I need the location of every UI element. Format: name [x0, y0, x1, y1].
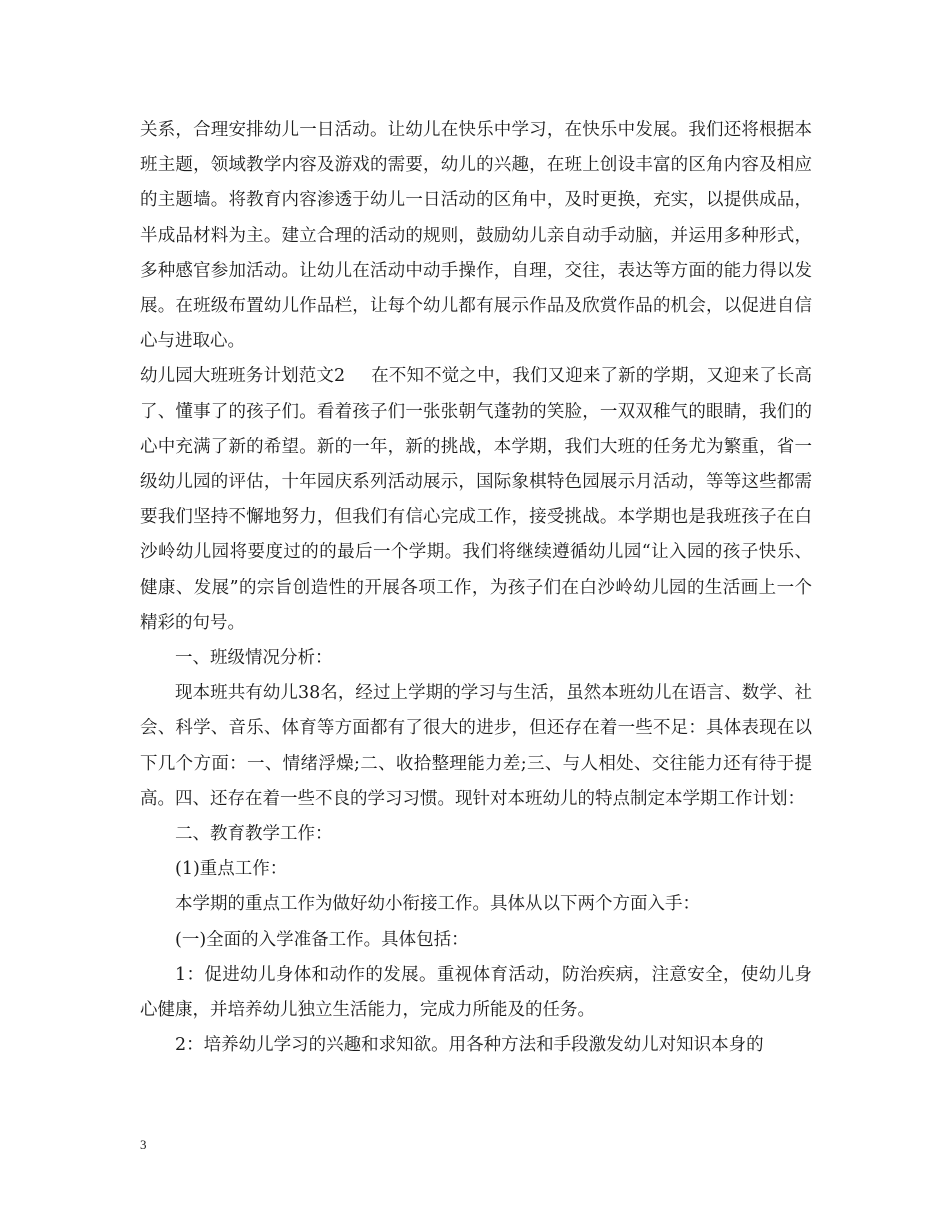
section-title: 幼儿园大班班务计划范文2: [140, 366, 346, 387]
heading-education-work: 二、教育教学工作：: [175, 824, 333, 845]
list-item-1: 1：促进幼儿身体和动作的发展。重视体育活动，防治疾病，注意安全，使幼儿身心健康，并培养幼儿独立生活能力，完成力所能及的任务。: [140, 964, 812, 1021]
heading-class-analysis: 一、班级情况分析：: [175, 648, 333, 669]
sub-heading-preparation: (一)全面的入学准备工作。具体包括：: [175, 929, 469, 950]
focus-paragraph: 本学期的重点工作为做好幼小衔接工作。具体从以下两个方面入手：: [175, 894, 700, 915]
intro-text: 在不知不觉之中，我们又迎来了新的学期，又迎来了长高了、懂事了的孩子们。看着孩子们一张张朝气蓬勃的笑脸，一双双稚气的眼睛，我们的心中充满了新的希望。新的一年，新的挑战，本学期，我们大班的任务尤为繁重，省一级幼儿园的评估，十年园庆系列活动展示，国际象棋特色园展示月活动，等等这些都需要我们坚持不懈地努力，但我们有信心完成工作，接受挑战。本学期也是我班孩子在白沙岭幼儿园将要度过的的最后一个学期。我们将继续遵循幼儿园“让入园的孩子快乐、健康、发展”的宗旨创造性的开展各项工作，为孩子们在白沙岭幼儿园的生活画上一个精彩的句号。: [140, 366, 812, 633]
heading-key-work: (1)重点工作：: [175, 859, 288, 880]
list-item-2: 2：培养幼儿学习的兴趣和求知欲。用各种方法和手段激发幼儿对知识本身的: [175, 1035, 764, 1056]
document-body: [140, 113, 812, 1063]
section-title-paragraph: [140, 359, 812, 641]
analysis-paragraph: 现本班共有幼儿38名，经过上学期的学习与生活，虽然本班幼儿在语言、数学、社会、科学、音乐、体育等方面都有了很大的进步，但还存在着一些不足：具体表现在以下几个方面：一、情绪浮燥;二、收拾整理能力差;三、与人相处、交往能力还有待于提高。四、还存在着一些不良的学习习惯。现针对本班幼儿的特点制定本学期工作计划：: [140, 683, 812, 809]
page-number: 3: [140, 1137, 147, 1152]
continuation-paragraph: 关系，合理安排幼儿一日活动。让幼儿在快乐中学习，在快乐中发展。我们还将根据本班主题，领域教学内容及游戏的需要，幼儿的兴趣，在班上创设丰富的区角内容及相应的主题墙。将教育内容渗透于幼儿一日活动的区角中，及时更换，充实，以提供成品，半成品材料为主。建立合理的活动的规则，鼓励幼儿亲自动手动脑，并运用多种形式，多种感官参加活动。让幼儿在活动中动手操作，自理，交往，表达等方面的能力得以发展。在班级布置幼儿作品栏，让每个幼儿都有展示作品及欣赏作品的机会，以促进自信心与进取心。: [140, 120, 812, 352]
